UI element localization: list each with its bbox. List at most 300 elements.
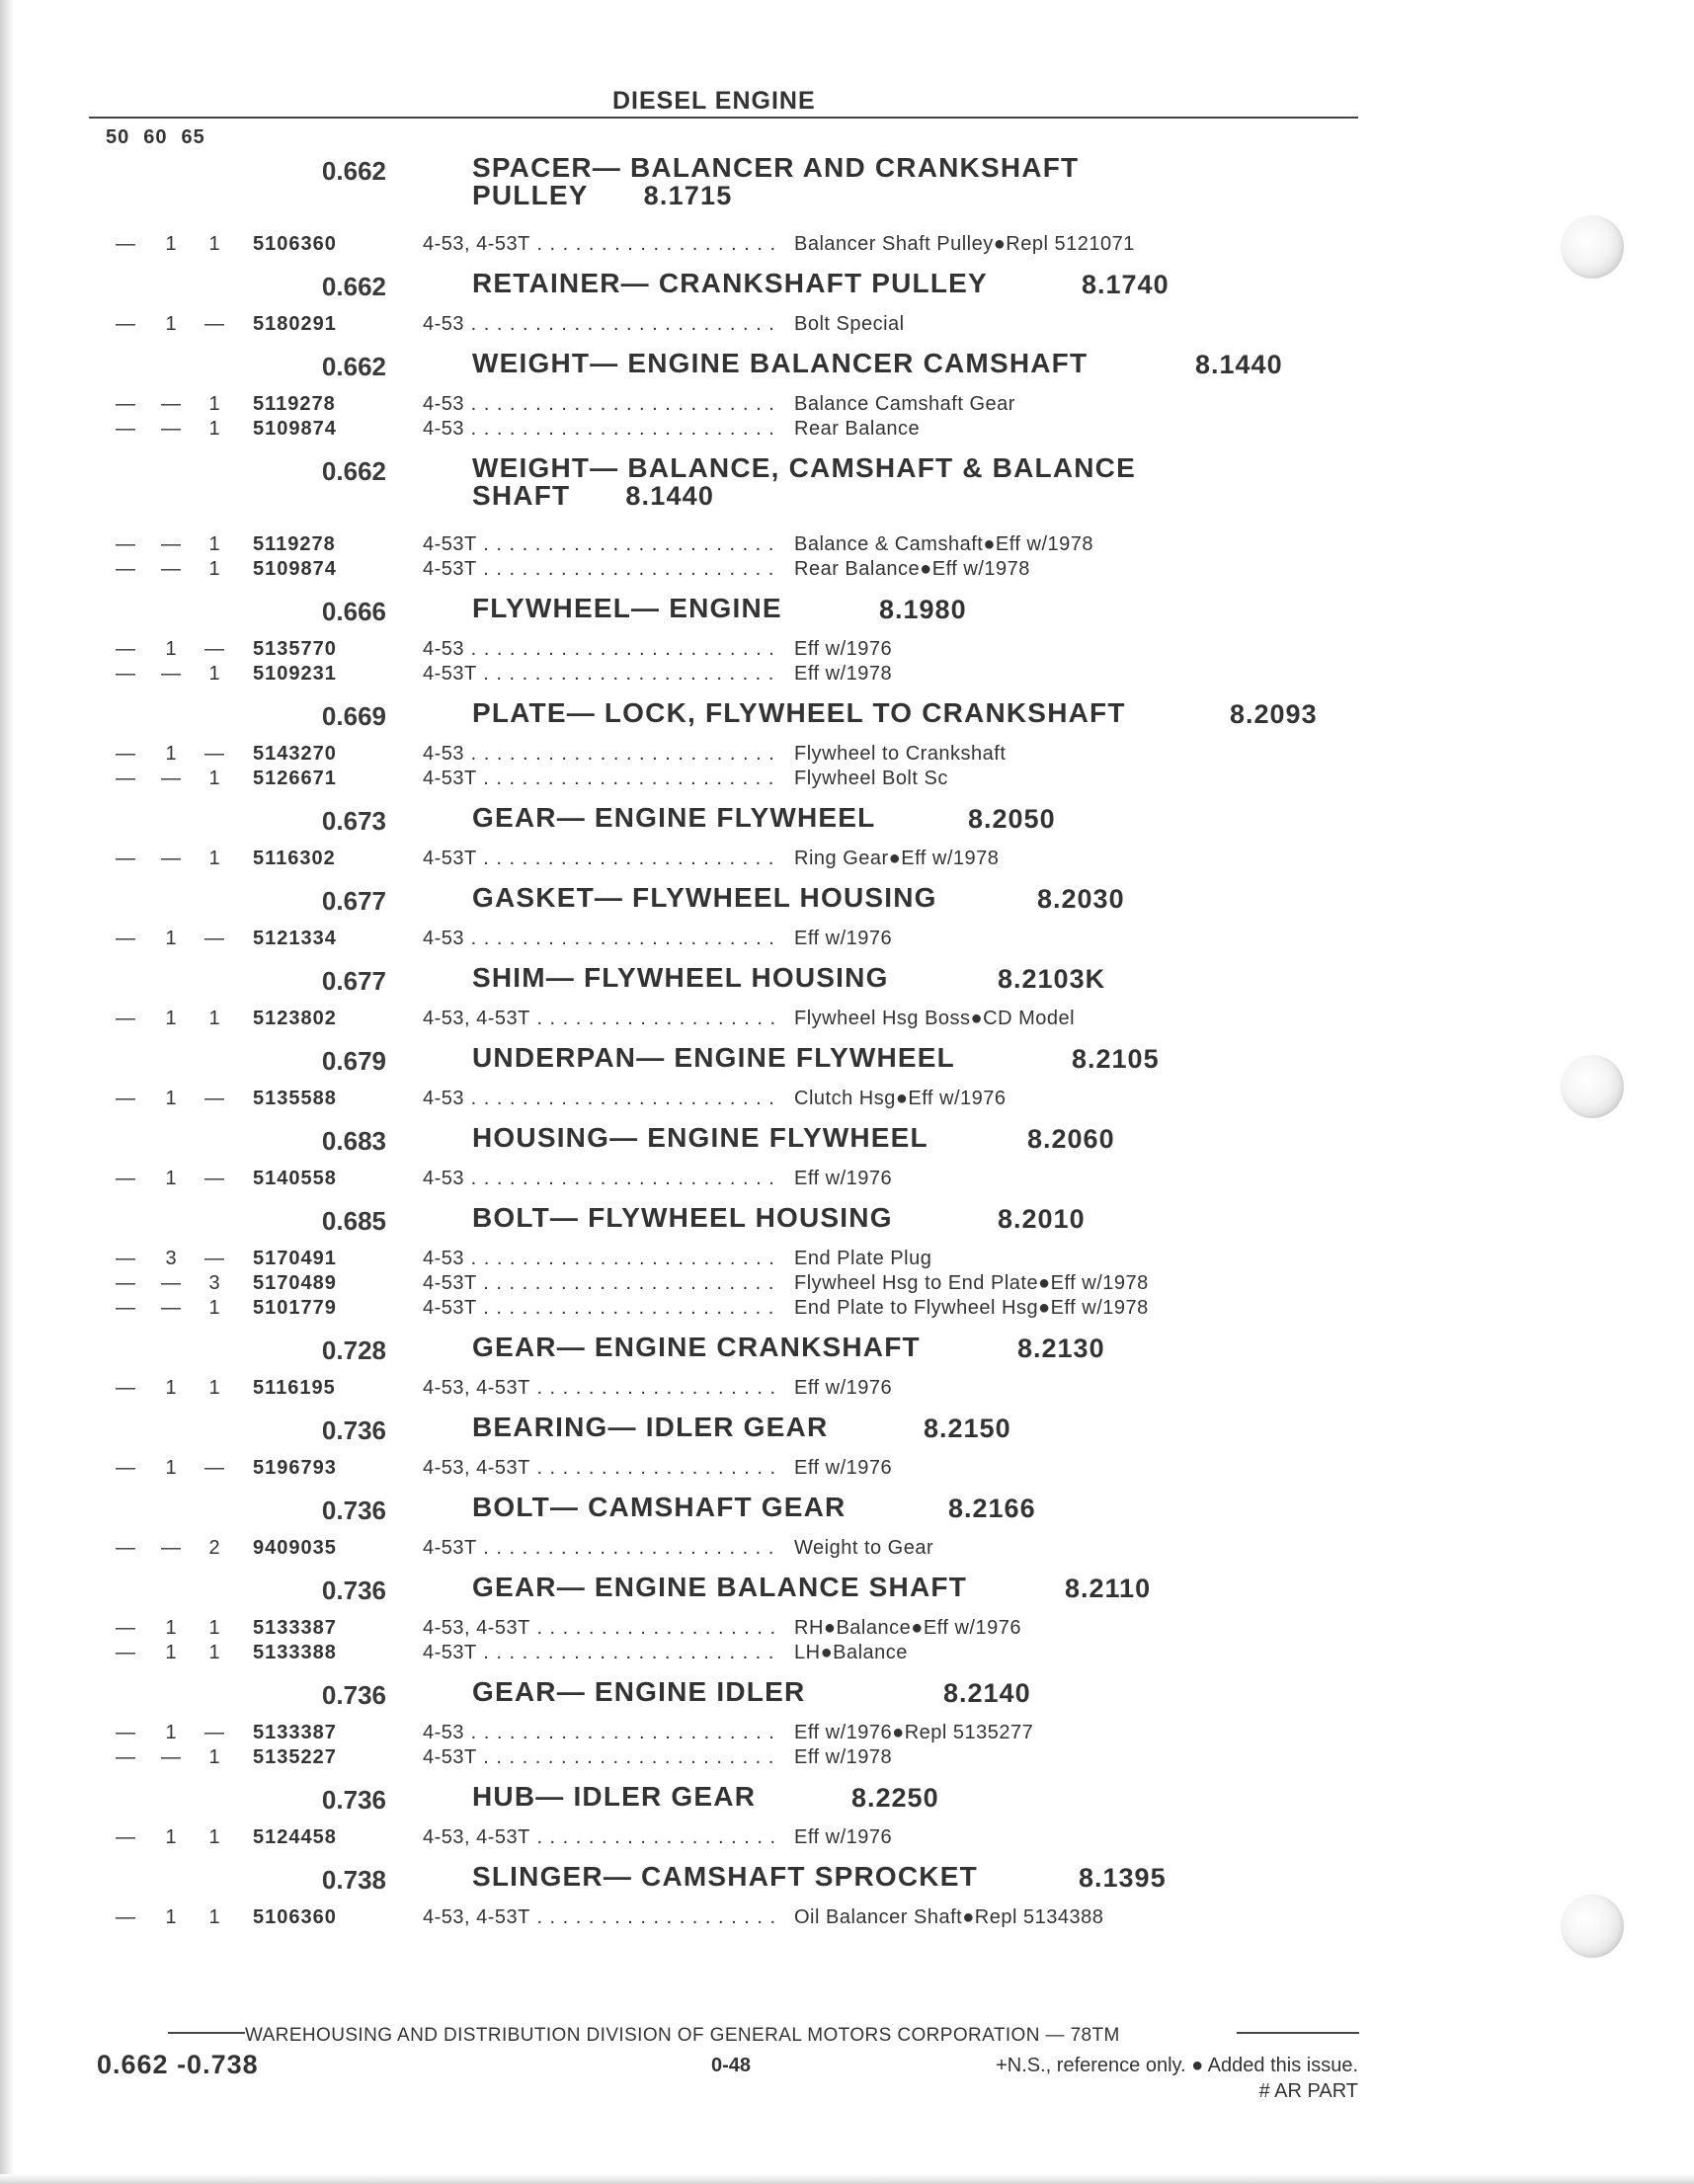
part-number: 5143270 xyxy=(253,743,337,765)
group-title-line: GEAR— ENGINE CRANKSHAFT xyxy=(472,1332,921,1362)
engine-usage: 4-53T . . . xyxy=(423,1642,778,1664)
part-description: Rear Balance●Eff w/1978 xyxy=(794,558,1030,580)
part-row xyxy=(0,1168,1694,1192)
group-title-continuation: PULLEY xyxy=(472,180,589,210)
part-number: 5135227 xyxy=(253,1746,337,1768)
part-number: 5180291 xyxy=(253,313,337,335)
part-group xyxy=(0,958,1694,1038)
part-description: Eff w/1976 xyxy=(794,1826,893,1848)
qty-model-60: — xyxy=(161,533,181,555)
part-number: 5101779 xyxy=(253,1297,337,1319)
group-title-line: HUB— IDLER GEAR xyxy=(472,1781,757,1812)
qty-model-65: — xyxy=(204,1168,224,1189)
group-title-line: BEARING— IDLER GEAR xyxy=(472,1412,829,1442)
part-group xyxy=(0,1198,1694,1328)
part-row xyxy=(0,1457,1694,1482)
part-number: 5109231 xyxy=(253,663,337,685)
engine-usage: 4-53 . . . xyxy=(423,928,778,950)
engine-usage: 4-53T . . . xyxy=(423,533,778,556)
group-code: 8.2140 xyxy=(943,1678,1031,1708)
part-description: End Plate to Flywheel Hsg●Eff w/1978 xyxy=(794,1297,1149,1319)
qty-model-65: 1 xyxy=(208,558,220,580)
qty-model-50: — xyxy=(116,1008,135,1029)
group-header xyxy=(0,589,1694,638)
part-description: Weight to Gear xyxy=(794,1537,934,1559)
part-row xyxy=(0,533,1694,558)
group-number: 0.736 xyxy=(321,1680,386,1710)
part-description: Flywheel Hsg to End Plate●Eff w/1978 xyxy=(794,1272,1149,1294)
group-number: 0.669 xyxy=(321,701,386,731)
group-title-line: BOLT— FLYWHEEL HOUSING xyxy=(472,1202,893,1233)
part-description: Balance Camshaft Gear xyxy=(794,393,1015,415)
qty-model-60: 1 xyxy=(165,1457,177,1479)
group-number: 0.673 xyxy=(321,806,386,836)
group-number: 0.736 xyxy=(321,1785,386,1815)
qty-model-60: 1 xyxy=(165,1722,177,1743)
group-code: 8.1740 xyxy=(1082,270,1170,299)
group-number: 0.677 xyxy=(321,886,386,916)
group-code: 8.2130 xyxy=(1017,1334,1105,1363)
group-code: 8.2093 xyxy=(1230,699,1318,729)
part-row xyxy=(0,1617,1694,1642)
group-code: 8.2103K xyxy=(998,964,1106,994)
group-code: 8.2060 xyxy=(1027,1124,1115,1154)
engine-usage: 4-53 . . . xyxy=(423,1088,778,1110)
qty-model-60: 1 xyxy=(165,928,177,949)
part-row xyxy=(0,1272,1694,1297)
part-group xyxy=(0,589,1694,693)
qty-model-50: — xyxy=(116,1297,135,1319)
group-header xyxy=(0,1408,1694,1457)
group-title xyxy=(472,804,1341,832)
part-rows xyxy=(0,533,1694,589)
group-title xyxy=(472,1678,1341,1706)
engine-usage: 4-53 . . . xyxy=(423,393,778,416)
part-rows xyxy=(0,1617,1694,1672)
part-row xyxy=(0,233,1694,258)
part-rows xyxy=(0,313,1694,344)
engine-usage: 4-53 . . . xyxy=(423,743,778,766)
part-row xyxy=(0,768,1694,792)
group-header xyxy=(0,1328,1694,1377)
part-number: 5119278 xyxy=(253,393,336,415)
part-number: 5135588 xyxy=(253,1088,337,1109)
part-number: 5170489 xyxy=(253,1272,337,1294)
group-title-line: BOLT— CAMSHAFT GEAR xyxy=(472,1492,847,1522)
part-number: 9409035 xyxy=(253,1537,337,1559)
part-rows xyxy=(0,1088,1694,1118)
part-rows xyxy=(0,848,1694,878)
group-code: 8.2030 xyxy=(1037,884,1125,914)
part-rows xyxy=(0,928,1694,958)
qty-model-65: 1 xyxy=(208,1642,220,1663)
group-header xyxy=(0,798,1694,848)
group-title xyxy=(472,454,1341,510)
part-group xyxy=(0,1857,1694,1937)
qty-model-65: — xyxy=(204,743,224,765)
part-description: Ring Gear●Eff w/1978 xyxy=(794,848,1000,869)
qty-model-50: — xyxy=(116,418,135,440)
qty-model-50: — xyxy=(116,1642,135,1663)
footer-publisher: WAREHOUSING AND DISTRIBUTION DIVISION OF GENERAL MOTORS CORPORATION — 78TM xyxy=(245,2025,1120,2046)
qty-model-60: 1 xyxy=(165,1377,177,1399)
engine-usage: 4-53, 4-53T . . . xyxy=(423,233,778,256)
qty-model-65: 1 xyxy=(208,233,220,255)
footer-legend: +N.S., reference only. ● Added this issue. xyxy=(996,2055,1358,2076)
parts-list xyxy=(0,148,1694,1937)
part-number: 5123802 xyxy=(253,1008,337,1029)
qty-model-65: 1 xyxy=(208,1008,220,1029)
engine-usage: 4-53T . . . xyxy=(423,663,778,686)
engine-usage: 4-53, 4-53T . . . xyxy=(423,1457,778,1480)
part-row xyxy=(0,743,1694,768)
engine-usage: 4-53 . . . xyxy=(423,418,778,441)
part-description: Clutch Hsg●Eff w/1976 xyxy=(794,1088,1007,1109)
part-row xyxy=(0,1297,1694,1322)
qty-model-65: — xyxy=(204,1088,224,1109)
part-rows xyxy=(0,1457,1694,1488)
qty-model-65: 2 xyxy=(208,1537,220,1559)
group-title xyxy=(472,1494,1341,1521)
group-number: 0.736 xyxy=(321,1576,386,1605)
part-row xyxy=(0,848,1694,872)
group-number: 0.736 xyxy=(321,1416,386,1445)
engine-usage: 4-53T . . . xyxy=(423,1746,778,1769)
qty-model-60: 1 xyxy=(165,1168,177,1189)
group-number: 0.736 xyxy=(321,1496,386,1525)
qty-model-65: 1 xyxy=(208,1377,220,1399)
part-group xyxy=(0,1408,1694,1488)
part-description: Balancer Shaft Pulley●Repl 5121071 xyxy=(794,233,1135,255)
qty-model-50: — xyxy=(116,743,135,765)
qty-model-50: — xyxy=(116,1537,135,1559)
part-description: Bolt Special xyxy=(794,313,905,335)
group-title-line: WEIGHT— BALANCE, CAMSHAFT & BALANCE xyxy=(472,452,1136,483)
part-group xyxy=(0,693,1694,798)
part-number: 5119278 xyxy=(253,533,336,555)
group-title-line: UNDERPAN— ENGINE FLYWHEEL xyxy=(472,1042,955,1073)
qty-model-50: — xyxy=(116,533,135,555)
qty-model-65: 1 xyxy=(208,1617,220,1639)
part-rows xyxy=(0,1248,1694,1328)
qty-model-60: 1 xyxy=(165,1008,177,1029)
part-description: Eff w/1976●Repl 5135277 xyxy=(794,1722,1034,1743)
qty-model-65: — xyxy=(204,638,224,660)
engine-usage: 4-53, 4-53T . . . xyxy=(423,1377,778,1400)
qty-model-60: — xyxy=(161,1746,181,1768)
part-number: 5109874 xyxy=(253,418,337,440)
group-title xyxy=(472,1863,1341,1891)
group-title xyxy=(472,154,1341,209)
part-group xyxy=(0,798,1694,878)
group-title xyxy=(472,884,1341,912)
part-group xyxy=(0,344,1694,448)
qty-model-60: — xyxy=(161,393,181,415)
part-number: 5109874 xyxy=(253,558,337,580)
group-title xyxy=(472,964,1341,992)
qty-model-65: 1 xyxy=(208,533,220,555)
group-title xyxy=(472,1414,1341,1441)
part-number: 5196793 xyxy=(253,1457,337,1479)
group-header xyxy=(0,693,1694,743)
qty-model-50: — xyxy=(116,1617,135,1639)
engine-usage: 4-53, 4-53T . . . xyxy=(423,1008,778,1030)
group-header xyxy=(0,1198,1694,1248)
part-description: Eff w/1976 xyxy=(794,928,893,949)
qty-model-50: — xyxy=(116,638,135,660)
engine-usage: 4-53, 4-53T . . . xyxy=(423,1617,778,1640)
part-rows xyxy=(0,393,1694,448)
group-title xyxy=(472,1334,1341,1361)
engine-usage: 4-53 . . . xyxy=(423,313,778,336)
group-code: 8.2110 xyxy=(1065,1574,1152,1603)
group-number: 0.683 xyxy=(321,1126,386,1156)
qty-model-60: — xyxy=(161,848,181,869)
qty-model-60: — xyxy=(161,418,181,440)
group-header xyxy=(0,1038,1694,1088)
part-row xyxy=(0,313,1694,338)
group-number: 0.728 xyxy=(321,1335,386,1365)
group-code: 8.2010 xyxy=(998,1204,1086,1234)
qty-model-50: — xyxy=(116,1168,135,1189)
engine-usage: 4-53T . . . xyxy=(423,768,778,790)
engine-usage: 4-53 . . . xyxy=(423,1248,778,1270)
qty-model-65: 1 xyxy=(208,663,220,685)
qty-model-65: 1 xyxy=(208,1826,220,1848)
model-column-50: 50 xyxy=(106,126,130,148)
qty-model-60: — xyxy=(161,558,181,580)
group-title-line: SHIM— FLYWHEEL HOUSING xyxy=(472,962,889,993)
qty-model-50: — xyxy=(116,928,135,949)
page-bottom-shadow xyxy=(0,2174,1694,2184)
group-title-line: WEIGHT— ENGINE BALANCER CAMSHAFT xyxy=(472,348,1089,378)
part-description: RH●Balance●Eff w/1976 xyxy=(794,1617,1021,1639)
part-number: 5133387 xyxy=(253,1617,337,1639)
group-header xyxy=(0,1488,1694,1537)
qty-model-50: — xyxy=(116,663,135,685)
qty-model-60: 3 xyxy=(165,1248,177,1269)
part-row xyxy=(0,663,1694,688)
qty-model-65: 1 xyxy=(208,1746,220,1768)
part-row xyxy=(0,1906,1694,1931)
group-title xyxy=(472,1574,1341,1601)
qty-model-50: — xyxy=(116,393,135,415)
engine-usage: 4-53T . . . xyxy=(423,1272,778,1295)
part-description: Eff w/1976 xyxy=(794,1168,893,1189)
qty-model-65: 1 xyxy=(208,1297,220,1319)
part-group xyxy=(0,264,1694,344)
qty-model-65: 1 xyxy=(208,848,220,869)
part-rows xyxy=(0,1826,1694,1857)
group-header xyxy=(0,1568,1694,1617)
part-number: 5116302 xyxy=(253,848,336,869)
qty-model-65: — xyxy=(204,1248,224,1269)
group-title xyxy=(472,1204,1341,1232)
qty-model-60: 1 xyxy=(165,1088,177,1109)
footer-rule-left xyxy=(168,2032,245,2034)
group-number: 0.662 xyxy=(321,272,386,301)
part-number: 5121334 xyxy=(253,928,337,949)
engine-usage: 4-53, 4-53T . . . xyxy=(423,1826,778,1849)
part-row xyxy=(0,1537,1694,1562)
group-title xyxy=(472,1044,1341,1072)
part-rows xyxy=(0,638,1694,693)
group-title-line: RETAINER— CRANKSHAFT PULLEY xyxy=(472,268,988,298)
part-description: Eff w/1978 xyxy=(794,663,893,685)
qty-model-65: — xyxy=(204,313,224,335)
part-description: Flywheel Hsg Boss●CD Model xyxy=(794,1008,1076,1029)
group-code: 8.2105 xyxy=(1072,1044,1160,1074)
part-row xyxy=(0,1377,1694,1402)
part-row xyxy=(0,928,1694,952)
part-group xyxy=(0,878,1694,958)
group-number: 0.685 xyxy=(321,1206,386,1236)
page-number: 0-48 xyxy=(711,2055,752,2076)
part-row xyxy=(0,1088,1694,1112)
qty-model-60: 1 xyxy=(165,1642,177,1663)
group-code: 8.1715 xyxy=(643,181,733,210)
qty-model-60: 1 xyxy=(165,1617,177,1639)
part-row xyxy=(0,638,1694,663)
part-description: Eff w/1976 xyxy=(794,638,893,660)
part-description: LH●Balance xyxy=(794,1642,908,1663)
group-title-continuation: SHAFT xyxy=(472,480,571,511)
qty-model-65: 1 xyxy=(208,768,220,789)
part-description: Eff w/1978 xyxy=(794,1746,893,1768)
group-number: 0.738 xyxy=(321,1865,386,1895)
group-title xyxy=(472,1124,1341,1152)
group-title-line: FLYWHEEL— ENGINE xyxy=(472,593,782,623)
group-title-line-2 xyxy=(472,182,1341,209)
footer-rule-right xyxy=(1237,2032,1359,2034)
group-code: 8.2150 xyxy=(924,1414,1011,1443)
part-row xyxy=(0,1746,1694,1771)
group-number: 0.679 xyxy=(321,1046,386,1076)
qty-model-65: — xyxy=(204,928,224,949)
part-rows xyxy=(0,1008,1694,1038)
group-code: 8.1440 xyxy=(1195,350,1283,379)
qty-model-50: — xyxy=(116,1457,135,1479)
qty-model-50: — xyxy=(116,313,135,335)
qty-model-60: — xyxy=(161,1297,181,1319)
group-code: 8.2250 xyxy=(851,1783,939,1813)
qty-model-50: — xyxy=(116,558,135,580)
engine-usage: 4-53T . . . xyxy=(423,1537,778,1560)
qty-model-50: — xyxy=(116,1272,135,1294)
part-description: Flywheel Bolt Sc xyxy=(794,768,948,789)
qty-model-50: — xyxy=(116,1906,135,1928)
part-number: 5140558 xyxy=(253,1168,337,1189)
footer-range: 0.662 -0.738 xyxy=(97,2050,259,2079)
group-title-line: GEAR— ENGINE FLYWHEEL xyxy=(472,802,876,833)
part-row xyxy=(0,1248,1694,1272)
engine-usage: 4-53T . . . xyxy=(423,848,778,870)
model-column-60: 60 xyxy=(143,126,168,148)
part-description: End Plate Plug xyxy=(794,1248,932,1269)
part-row xyxy=(0,558,1694,583)
part-description: Rear Balance xyxy=(794,418,921,440)
group-title-line: SLINGER— CAMSHAFT SPROCKET xyxy=(472,1861,978,1892)
qty-model-65: 1 xyxy=(208,1906,220,1928)
qty-model-50: — xyxy=(116,1248,135,1269)
group-code: 8.2050 xyxy=(968,804,1056,834)
part-row xyxy=(0,1826,1694,1851)
group-header xyxy=(0,1118,1694,1168)
part-rows xyxy=(0,1377,1694,1408)
part-number: 5133388 xyxy=(253,1642,337,1663)
group-header xyxy=(0,1672,1694,1722)
part-group xyxy=(0,1672,1694,1777)
part-description: Balance & Camshaft●Eff w/1978 xyxy=(794,533,1094,555)
part-row xyxy=(0,1008,1694,1032)
part-rows xyxy=(0,1722,1694,1777)
group-header xyxy=(0,1777,1694,1826)
qty-model-50: — xyxy=(116,1377,135,1399)
part-rows xyxy=(0,1537,1694,1568)
group-code: 8.2166 xyxy=(948,1494,1036,1523)
qty-model-65: — xyxy=(204,1457,224,1479)
group-title-line: GASKET— FLYWHEEL HOUSING xyxy=(472,882,937,913)
part-description: Eff w/1976 xyxy=(794,1377,893,1399)
engine-usage: 4-53 . . . xyxy=(423,638,778,661)
part-group xyxy=(0,448,1694,589)
part-group xyxy=(0,1328,1694,1408)
part-group xyxy=(0,1488,1694,1568)
engine-usage: 4-53 . . . xyxy=(423,1168,778,1190)
part-group xyxy=(0,1038,1694,1118)
qty-model-50: — xyxy=(116,1088,135,1109)
group-number: 0.662 xyxy=(321,156,386,186)
qty-model-60: — xyxy=(161,1272,181,1294)
part-number: 5106360 xyxy=(253,233,337,255)
qty-model-65: 3 xyxy=(208,1272,220,1294)
footer-ar-part: # AR PART xyxy=(1258,2080,1358,2102)
qty-model-50: — xyxy=(116,768,135,789)
part-number: 5135770 xyxy=(253,638,337,660)
part-group xyxy=(0,1118,1694,1198)
header-rule xyxy=(89,117,1358,119)
qty-model-60: — xyxy=(161,768,181,789)
group-code: 8.1440 xyxy=(625,481,715,511)
part-row xyxy=(0,418,1694,443)
group-header xyxy=(0,344,1694,393)
qty-model-60: 1 xyxy=(165,1906,177,1928)
group-title-line: GEAR— ENGINE BALANCE SHAFT xyxy=(472,1572,967,1602)
group-header xyxy=(0,958,1694,1008)
group-number: 0.666 xyxy=(321,597,386,626)
part-row xyxy=(0,1722,1694,1746)
part-description: Oil Balancer Shaft●Repl 5134388 xyxy=(794,1906,1104,1928)
qty-model-65: 1 xyxy=(208,393,220,415)
part-number: 5116195 xyxy=(253,1377,336,1399)
qty-model-60: 1 xyxy=(165,1826,177,1848)
group-title-line: GEAR— ENGINE IDLER xyxy=(472,1676,806,1707)
part-group xyxy=(0,1777,1694,1857)
group-header xyxy=(0,878,1694,928)
part-description: Eff w/1976 xyxy=(794,1457,893,1479)
qty-model-50: — xyxy=(116,848,135,869)
group-title-line: HOUSING— ENGINE FLYWHEEL xyxy=(472,1122,928,1153)
engine-usage: 4-53, 4-53T . . . xyxy=(423,1906,778,1929)
part-number: 5133387 xyxy=(253,1722,337,1743)
qty-model-65: 1 xyxy=(208,418,220,440)
qty-model-50: — xyxy=(116,1826,135,1848)
qty-model-50: — xyxy=(116,1746,135,1768)
group-number: 0.662 xyxy=(321,352,386,381)
group-number: 0.662 xyxy=(321,456,386,486)
qty-model-60: — xyxy=(161,1537,181,1559)
part-rows xyxy=(0,1168,1694,1198)
